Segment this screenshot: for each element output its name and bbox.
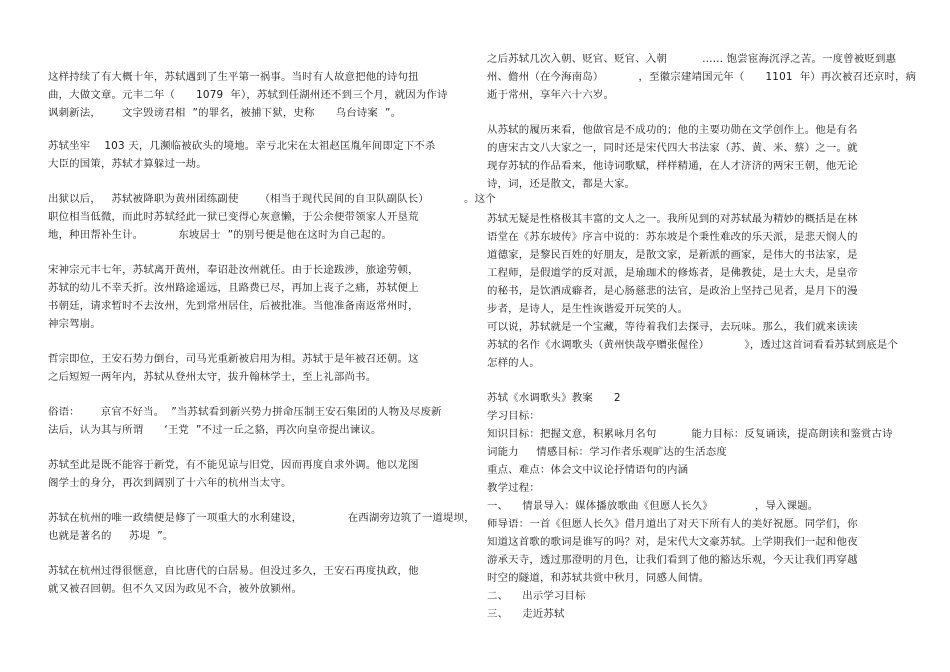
text-line: 的唐宋古文八大家之一，同时还是宋代四大书法家（苏、黄、米、蔡）之一。就: [487, 142, 858, 154]
text-line: 宋神宗元丰七年，苏轼离开黄州，奉诏赴汝州就任。由于长途跋涉，旅途劳顿，: [48, 264, 419, 276]
text-line: 现存苏轼的作品看来，他诗词歌赋，样样精通，在人才济济的两宋王朝，他无论: [487, 160, 858, 172]
text-line: 知识目标：把握文意，积累咏月名句 能力目标：反复诵读，提高朗读和鉴赏古诗: [487, 428, 893, 440]
text-line: 苏轼无疑是性格极其丰富的文人之一。我所见到的对苏轼最为精妙的概括是在林: [487, 213, 858, 225]
text-line: 时空的隧道，和苏轼共赏中秋月，同感人间情。: [487, 572, 710, 584]
text-line: 苏轼在杭州的唯一政绩便是修了一项重大的水利建设， 在西湖旁边筑了一道堤坝，: [48, 512, 475, 524]
text-line: 诗，词，还是散文，都是大家。: [487, 178, 636, 190]
text-line: 就又被召回朝。但不久又因为政见不合，被外放颍州。: [48, 583, 303, 595]
text-line: 苏轼至此是既不能容于新党，有不能见谅与旧党，因而再度自求外调。他以龙图: [48, 459, 419, 471]
text-line: 法后，认为其与所谓 ‘王党 ”不过一丘之貉，再次向皇帝提出谏议。: [48, 424, 382, 436]
text-line: 教学过程：: [487, 482, 540, 494]
text-line: 一、 情景导入：媒体播放歌曲《但愿人长久》 ，导入课题。: [487, 500, 819, 512]
text-line: 二、 出示学习目标: [487, 590, 586, 602]
text-line: 俗语： 京官不好当。 ”当苏轼看到新兴势力拼命压制王安石集团的人物及尽废新: [48, 406, 442, 418]
text-line: 可以说，苏轼就是一个宝藏，等待着我们去探寻，去玩味。那么，我们就来读读: [487, 321, 858, 333]
text-line: 语堂在《苏东坡传》序言中说的：苏东坡是个秉性难改的乐天派，是悲天悯人的: [487, 231, 858, 243]
text-line: 道德家，是黎民百姓的好朋友，是散文家，是新派的画家，是伟大的书法家，是: [487, 249, 858, 261]
text-line: 师导语：一首《但愿人长久》借月道出了对天下所有人的美好祝愿。同学们，你: [487, 518, 858, 530]
text-line: 也就是著名的 苏堤 ”。: [48, 530, 174, 542]
text-line: 阁学士的身分，再次到阔别了十六年的杭州当太守。: [48, 477, 292, 489]
text-line: 神宗驾崩。: [48, 318, 101, 330]
text-line: 之后短短一两年内，苏轼从登州太守，拔升翰林学士，至上礼部尚书。: [48, 371, 377, 383]
text-line: 职位相当低微，而此时苏轼经此一狱已变得心灰意懒，于公余便带领家人开垦荒: [48, 211, 419, 223]
text-line: 知道这首歌的歌词是谁写的吗？对，是宋代大文豪苏轼。上学期我们一起和他夜: [487, 536, 858, 548]
text-line: 苏轼的名作《水调歌头（黄州快哉亭赠张偓佺） 》，透过这首词看看苏轼到底是个: [487, 339, 899, 351]
text-line: 出狱以后， 苏轼被降职为黄州团练副使 （相当于现代民间的自卫队副队长） 。这个: [48, 193, 496, 205]
text-line: 曲，大做文章。元丰二年（ 1079 年），苏轼到任湖州还不到三个月，就因为作诗: [48, 89, 448, 101]
text-line: 三、 走近苏轼: [487, 608, 565, 620]
text-line: 苏轼坐牢 103 天，几濒临被砍头的境地。幸亏北宋在太祖赵匡胤年间即定下不杀: [48, 140, 436, 152]
text-line: 的秘书，是饮酒成癖者，是心肠慈悲的法官，是政治上坚持己见者，是月下的漫: [487, 285, 858, 297]
text-line: 之后苏轼几次入朝、贬官、贬官、入朝 …… 饱尝宦海沉浮之苦。一度曾被贬到惠: [487, 53, 897, 65]
text-line: 步者，是诗人，是生性诙谐爱开玩笑的人。: [487, 303, 689, 315]
text-line: 这样持续了有大概十年，苏轼遇到了生平第一祸事。当时有人故意把他的诗句扭: [48, 71, 419, 83]
text-line: 地，种田帮补生计。 东坡居士 ”的别号便是他在这时为自己起的。: [48, 229, 393, 241]
text-line: 苏轼在杭州过得很惬意，自比唐代的白居易。但没过多久，王安石再度执政，他: [48, 565, 419, 577]
text-line: 工程师，是假道学的反对派，是瑜珈术的修炼者，是佛教徒，是士大夫，是皇帝: [487, 267, 858, 279]
text-line: 哲宗即位，王安石势力倒台，司马光重新被启用为相。苏轼于是年被召还朝。这: [48, 353, 419, 365]
text-line: 苏轼《水调歌头》教案 2: [487, 392, 621, 404]
text-line: 大臣的国策，苏轼才算躲过一劫。: [48, 158, 207, 170]
text-line: 学习目标：: [487, 410, 540, 422]
text-line: 游承天寺，透过那澄明的月色，让我们看到了他的豁达乐观，今天让我们再穿越: [487, 554, 858, 566]
text-line: 逝于常州，享年六十六岁。: [487, 89, 615, 101]
text-line: 书朝廷，请求暂时不去汝州，先到常州居住，后被批准。当他准备南返常州时，: [48, 300, 419, 312]
text-line: 苏轼的幼儿不幸夭折。汝州路途遥远，且路费已尽，再加上丧子之痛，苏轼便上: [48, 282, 419, 294]
text-line: 重点、难点：体会文中议论抒情语句的内涵: [487, 464, 689, 476]
text-line: 州、儋州（在今海南岛） ，至徽宗建靖国元年（ 1101 年）再次被召还京时，病: [487, 71, 917, 83]
text-line: 从苏轼的履历来看，他做官是不成功的；他的主要功勋在文学创作上。他是有名: [487, 124, 858, 136]
text-line: 怎样的人。: [487, 357, 540, 369]
text-line: 讽刺新法， 文字毁谤君相 ”的罪名，被捕下狱，史称 乌台诗案 ”。: [48, 107, 402, 119]
text-line: 词能力 情感目标：学习作者乐观旷达的生活态度: [487, 446, 727, 458]
